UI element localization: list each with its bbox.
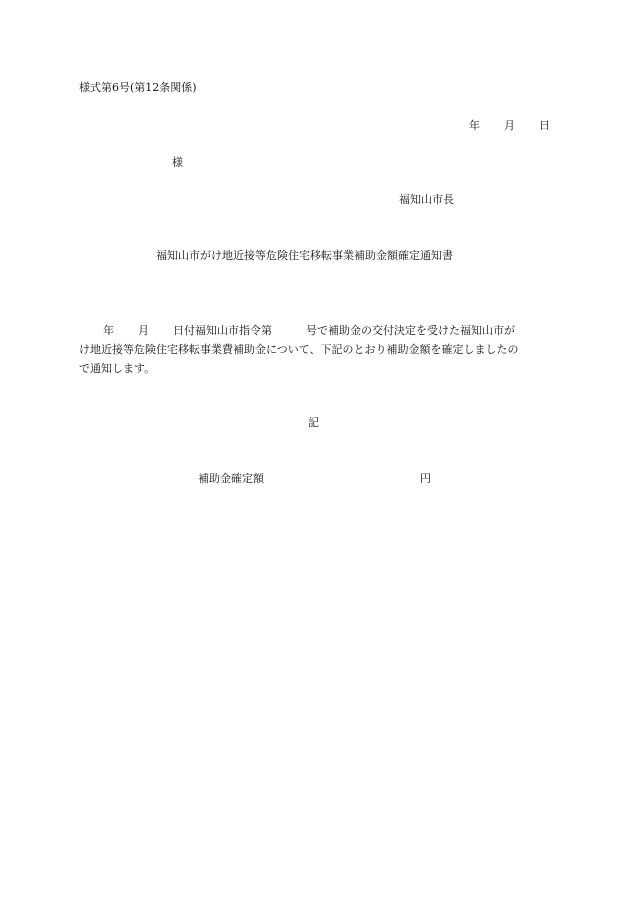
amount-unit: 円 bbox=[420, 472, 431, 485]
document-title: 福知山市がけ地近接等危険住宅移転事業補助金額確定通知書 bbox=[156, 249, 453, 262]
date-year-label: 年 bbox=[469, 119, 480, 132]
body-line1-text: 日付福知山市指令第 bbox=[173, 324, 272, 337]
amount-label: 補助金確定額 bbox=[198, 472, 264, 485]
body-line1-after-number: 号で補助金の交付決定を受けた福知山市が bbox=[306, 324, 515, 337]
body-paragraph bbox=[79, 321, 553, 378]
date-month-label: 月 bbox=[504, 119, 515, 132]
addressee-suffix: 様 bbox=[172, 156, 183, 169]
issuer: 福知山市長 bbox=[399, 193, 454, 206]
body-line-3: で通知します。 bbox=[79, 362, 156, 375]
body-line-2: け地近接等危険住宅移転事業費補助金について、下記のとおり補助金額を確定しましたの bbox=[79, 343, 519, 356]
date-line bbox=[469, 119, 550, 133]
body-year-label: 年 bbox=[103, 324, 114, 337]
body-line-1 bbox=[79, 321, 553, 340]
body-month-label: 月 bbox=[138, 324, 149, 337]
form-number: 様式第6号(第12条関係) bbox=[79, 81, 197, 94]
record-heading: 記 bbox=[308, 416, 319, 429]
date-day-label: 日 bbox=[539, 119, 550, 132]
